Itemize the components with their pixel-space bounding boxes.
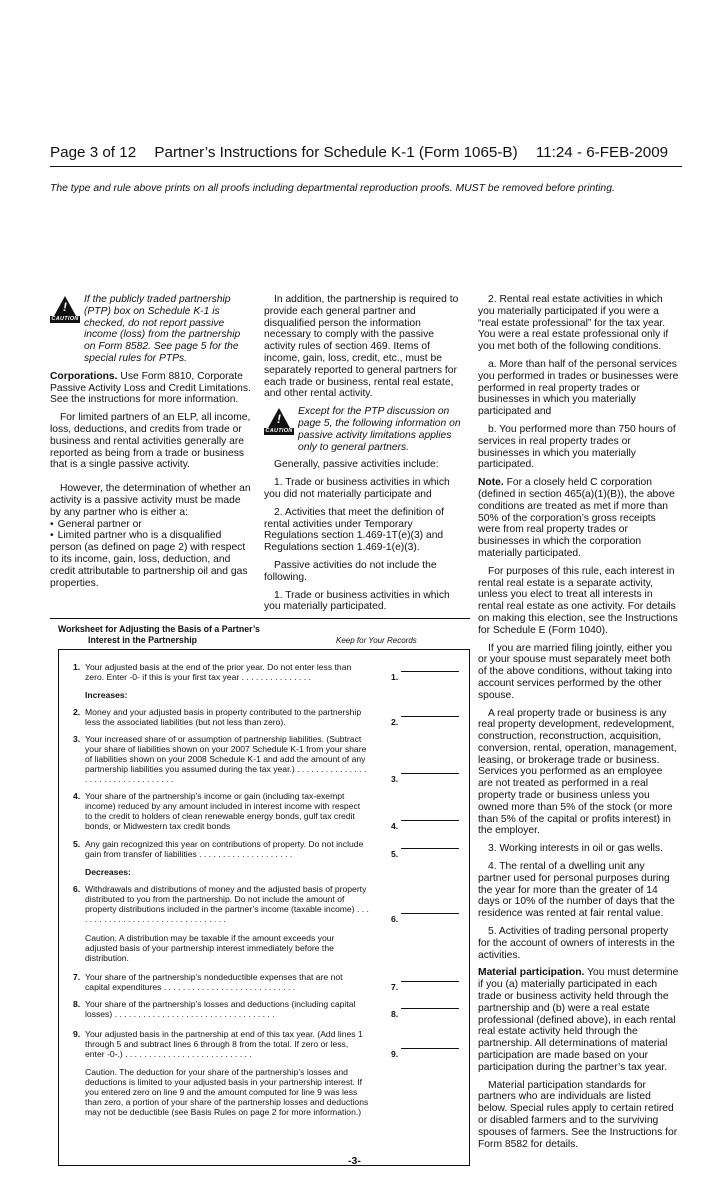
caution-icon: ! CAUTION: [264, 408, 294, 435]
caution-text: If the publicly traded partnership (PTP) box on Schedule K-1 is checked, do not report passive income (loss) from the partnership on Form 8582. See page 5 for the special rules for PTPs.: [84, 294, 241, 364]
line-3-entry[interactable]: [401, 773, 459, 774]
line-4-entry[interactable]: [401, 820, 459, 821]
corporations-paragraph: Corporations. Use Form 8810, Corporate Passive Activity Loss and Credit Limitations. See the instructions for more information.: [50, 370, 251, 406]
caution-icon: ! CAUTION: [50, 296, 80, 323]
page-header: [50, 144, 682, 161]
paragraph: 3. Working interests in oil or gas wells.: [488, 843, 663, 855]
column-2: [264, 294, 466, 613]
paragraph: 2. Rental real estate activities in which you materially participated if you were a “real estate professional” for the tax year. You were a real estate professional only if you met both of the following conditions.: [478, 294, 669, 353]
line-8-entry[interactable]: [401, 1008, 459, 1009]
paragraph: 5. Activities of trading personal property for the account of owners of interests in the activities.: [478, 926, 675, 961]
line-2-entry[interactable]: [401, 716, 459, 717]
list-item: 1. Trade or business activities in which you materially participated.: [264, 589, 450, 613]
decreases-heading: Decreases:: [85, 867, 131, 877]
paragraph: If you are married filing jointly, either you or your spouse must separately meet both of the above conditions, without taking into account services performed by the other spouse.: [478, 642, 673, 701]
caution-ptp-discussion: [264, 406, 466, 453]
material-participation-paragraph: Material participation. You must determine if you (a) materially participated in each trade or business activity held through the partnership and (b) were a real estate professional (defined above), in each rental real estate activity held through the partnership. All determinations of material participation are made based on your participation during the partner’s tax year.: [478, 967, 679, 1073]
column-1: [50, 294, 252, 589]
page-number: -3-: [348, 1155, 361, 1167]
note-paragraph: Note. For a closely held C corporation (defined in section 465(a)(1)(B)), the above conditions are treated as met if more than 50% of the corporation’s gross receipts were from real property trades or businesses in which the corporation materially participated.: [478, 477, 675, 559]
paragraph: Passive activities do not include the following.: [264, 559, 437, 583]
bullet-general-partner: • General partner or: [50, 519, 252, 531]
page-indicator: Page 3 of 12: [50, 144, 137, 161]
paragraph: 4. The rental of a dwelling unit any partner used for personal purposes during the year for more than the greater of 14 days or 10% of the number of days that the residence was rented at fair rental value.: [478, 861, 675, 920]
line-7-entry[interactable]: [401, 981, 459, 982]
paragraph: Generally, passive activities include:: [274, 459, 439, 471]
document-title: Partner’s Instructions for Schedule K-1 (Form 1065-B): [154, 144, 518, 161]
print-stamp: 11:24 - 6-FEB-2009: [535, 144, 669, 161]
caution-text: Except for the PTP discussion on page 5, the following information on passive activity limitations applies only to general partners.: [298, 406, 461, 453]
paragraph: Material participation standards for partners who are individuals are listed below. Special rules apply to certain retired or disabled farmers and to the surviving spouses of farmers. See the Instructions for Form 8582 for details.: [478, 1079, 678, 1150]
proof-note: The type and rule above prints on all proofs including departmental reproduction proofs. MUST be removed before printing.: [50, 183, 615, 194]
paragraph: In addition, the partnership is required to provide each general partner and disqualified person the information necessary to comply with the passive activity rules of section 469. Items of income, gain, loss, credit, etc., must be separately reported to general partners for each trade or business, rental real estate, and other rental activity.: [264, 294, 459, 400]
worksheet-box: 1. Your adjusted basis at the end of the prior year. Do not enter less than zero. Enter -0- if this is your first tax year . . . . . . . . . . . . . . . 1. Increases: 2. Money and your adjusted basis in property contributed to the partnership less the associated liabilities (but not less than zero). 2. 3. Your increased share of or assumption of partnership liabilities. (Subtract your share of liabilities shown on your 2007 Schedule K-1 from your share of liabilities shown on your 2008 Schedule K-1 and add the amount of any partnership liabilities you assumed during the tax year.) . . . . . . . . . . . . . . . . . . . . . . . . . . . . . . . . . . 3. 4. Your share of the partnership’s income or gain (including tax-exempt income) reduced by any amount included in interest income with respect to the credit to holders of clean renewable energy bonds, gulf tax credit bonds, or Midwestern tax credit bonds 4. 5. Any gain recognized this year on contributions of property. Do not include gain from transfer of liabilities . . . . . . . . . . . . . . . . . . . . 5. Decreases: 6. Withdrawals and distributions of money and the adjusted basis of property distributed to you from the partnership. Do not include the amount of property distributions included in the partner’s income (taxable income) . . . . . . . . . . . . . . . . . . . . . . . . . . . . . . . . . 6. Caution. A distribution may be taxable if the amount exceeds your adjusted basis of your partnership interest immediately before the distribution. 7. Your share of the partnership’s nondeductible expenses that are not capital expenditures . . . . . . . . . . . . . . . . . . . . . . . . . . . . 7. 8. Your share of the partnership’s losses and deductions (including capital losses) . . . . . . . . . . . . . . . . . . . . . . . . . . . . . . . . . . 8. 9. Your adjusted basis in the partnership at end of this tax year. (Add lines 1 through 5 and subtract lines 6 through 8 from the total. If zero or less, enter -0-.) . . . . . . . . . . . . . . . . . . . . . . . . . . . 9. Caution. The deduction for your share of the partnership’s losses and deductions is limited to your adjusted basis in your partnership interest. If you entered zero on line 9 and the amount computed for line 9 was less than zero, a portion of your share of the partnership losses and deductions may not be deductible (see Basis Rules on page 2 for more information.): [58, 649, 470, 1166]
list-item: 2. Activities that meet the definition of rental activities under Temporary Regulations section 1.469-1T(e)(3) and Regulations section 1.469-1(e)(3).: [264, 506, 444, 554]
paragraph: b. You performed more than 750 hours of services in real property trades or businesses in which you materially participated.: [478, 423, 676, 471]
line-9-entry[interactable]: [401, 1048, 459, 1049]
list-item: 1. Trade or business activities in which you did not materially participate and: [264, 477, 450, 500]
increases-heading: Increases:: [85, 690, 128, 700]
caution-ptp: [50, 294, 252, 365]
column-3: [478, 294, 680, 1150]
paragraph: a. More than half of the personal services you performed in trades or businesses were performed in real property trades or businesses in which you materially participated and: [478, 358, 679, 418]
elp-paragraph: For limited partners of an ELP, all income, loss, deductions, and credits from trade or business and rental activities generally are reported as being from a trade or business that is a single passive activity.: [50, 412, 251, 471]
basis-worksheet: [50, 618, 470, 1164]
header-rule: [50, 166, 682, 167]
bullet-limited-partner: • Limited partner who is a disqualified person (as defined on page 2) with respect to its income, gain, loss, deduction, and credit attributable to partnership oil and gas properties.: [50, 530, 252, 589]
line-1-entry[interactable]: [401, 671, 459, 672]
worksheet-title: Worksheet for Adjusting the Basis of a Partner’s Interest in the Partnership: [58, 624, 260, 645]
however-paragraph: However, the determination of whether an activity is a passive activity must be made by any partner who is either a:: [50, 483, 251, 518]
paragraph: For purposes of this rule, each interest in rental real estate is a separate activity, unless you elect to treat all interests in rental real estate as one activity. For details on making this election, see the Instructions for Schedule E (Form 1040).: [478, 565, 678, 636]
paragraph: A real property trade or business is any real property development, redevelopment, construction, reconstruction, acquisition, conversion, rental, operation, management, leasing, or brokerage trade or business. Services you performed as an employee are not treated as performed in a real property trade or business unless you owned more than 5% of the stock (or more than 5% of the capital or profits interest) in the employer.: [478, 707, 677, 837]
line-5-entry[interactable]: [401, 848, 459, 849]
keep-for-records-note: Keep for Your Records: [336, 636, 417, 645]
line-6-entry[interactable]: [401, 913, 459, 914]
